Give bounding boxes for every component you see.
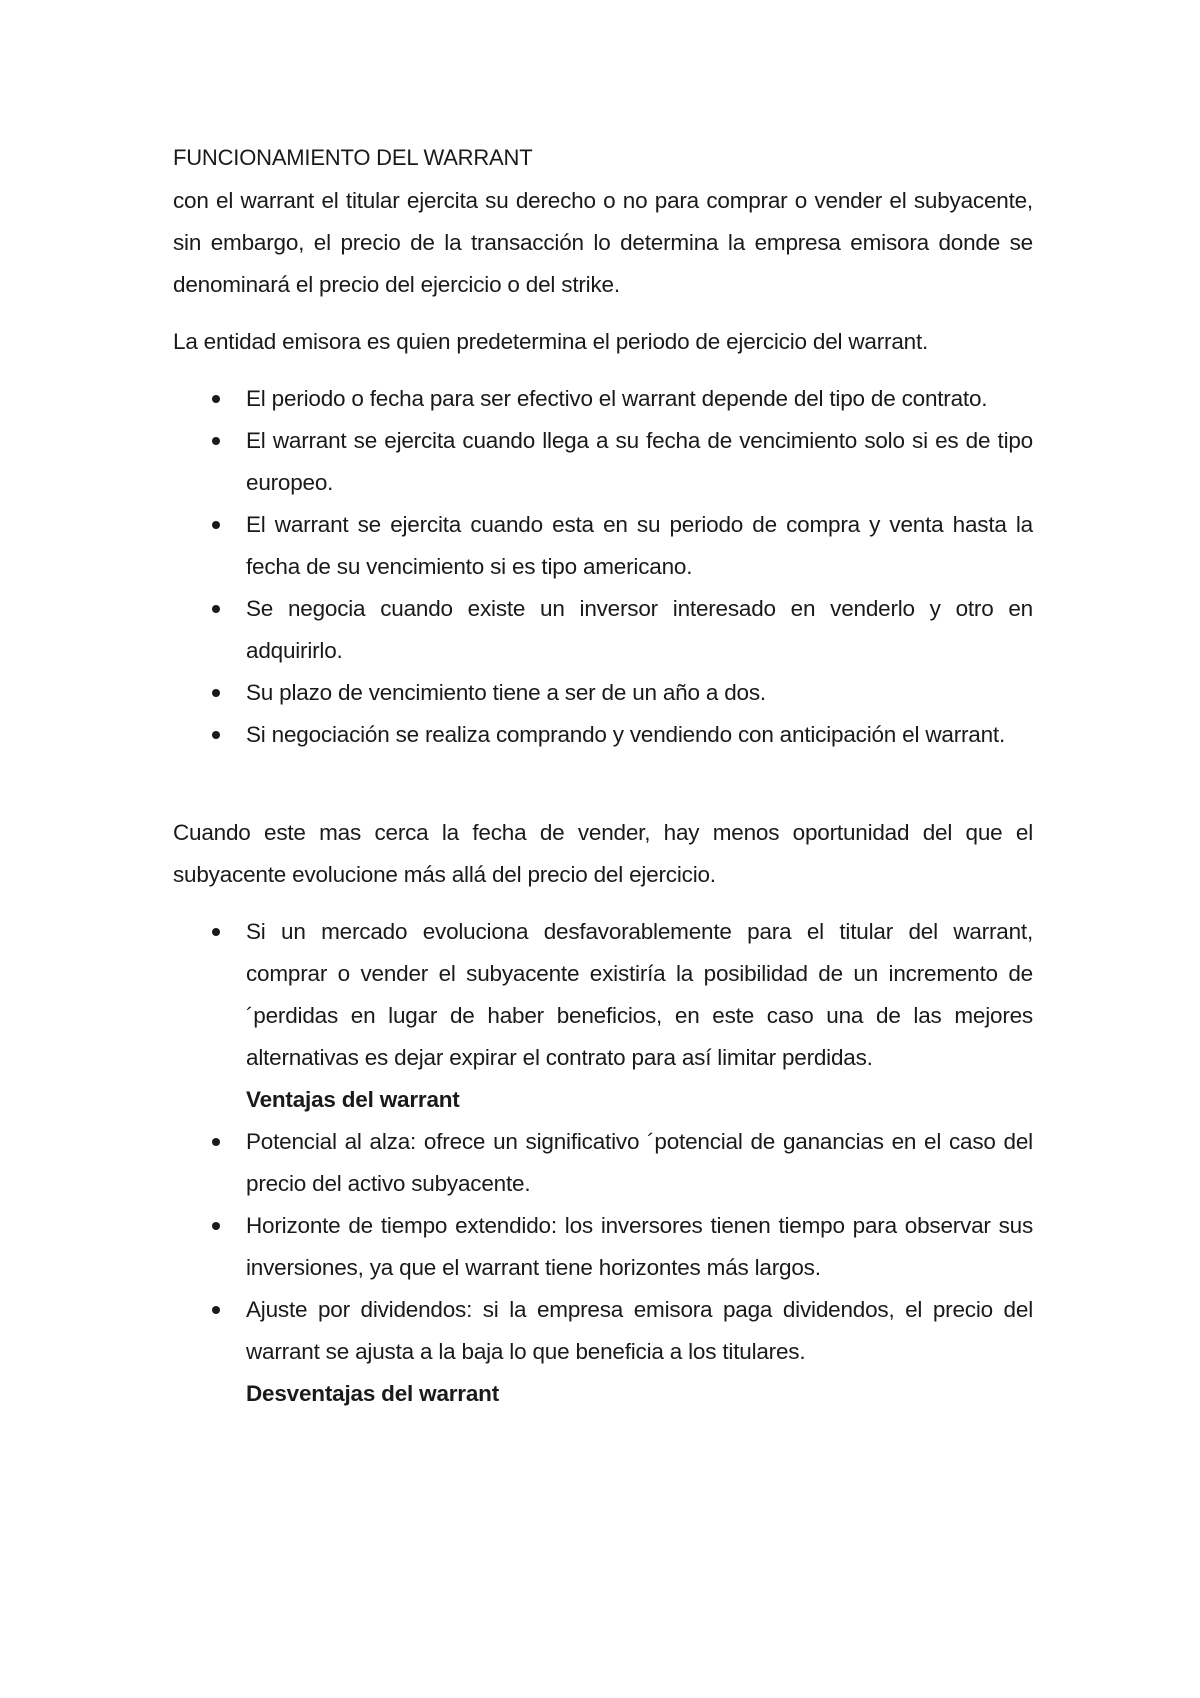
list-item bbox=[173, 1205, 1033, 1289]
document-body bbox=[173, 143, 1033, 1415]
bullet-icon bbox=[212, 605, 220, 613]
list-item bbox=[173, 420, 1033, 504]
bullet-list-ventajas-items bbox=[173, 1121, 1033, 1373]
bullet-icon bbox=[212, 689, 220, 697]
bullet-icon bbox=[212, 521, 220, 529]
list-item-text: Si negociación se realiza comprando y vendiendo con anticipación el warrant. bbox=[246, 722, 1006, 747]
list-item-text: El warrant se ejercita cuando esta en su periodo de compra y venta hasta la fecha de su vencimiento si es tipo americano. bbox=[246, 512, 1033, 579]
bullet-icon bbox=[212, 1138, 220, 1146]
list-item-text: Potencial al alza: ofrece un significativo ´potencial de ganancias en el caso del precio del activo subyacente. bbox=[246, 1129, 1033, 1196]
intro-paragraph: con el warrant el titular ejercita su derecho o no para comprar o vender el subyacente, sin embargo, el precio de la transacción lo determina la empresa emisora donde se denominará el precio del ejercicio o del strike. bbox=[173, 188, 1033, 297]
desventajas-heading: Desventajas del warrant bbox=[246, 1381, 500, 1406]
bullet-icon bbox=[212, 1222, 220, 1230]
bullet-list-ventajas bbox=[173, 911, 1033, 1079]
ventajas-heading: Ventajas del warrant bbox=[246, 1087, 460, 1112]
list-item bbox=[173, 672, 1033, 714]
list-item bbox=[173, 1289, 1033, 1373]
list-item-text: Su plazo de vencimiento tiene a ser de un año a dos. bbox=[246, 680, 766, 705]
list-item-text: Se negocia cuando existe un inversor interesado en venderlo y otro en adquirirlo. bbox=[246, 596, 1033, 663]
list-item bbox=[173, 911, 1033, 1079]
list-item-text: Si un mercado evoluciona desfavorablemente para el titular del warrant, comprar o vender el subyacente existiría la posibilidad de un incremento de ´perdidas en lugar de haber beneficios, en este caso una de las mejores alternativas es dejar expirar el contrato para así limitar perdidas. bbox=[246, 919, 1033, 1070]
list-item bbox=[173, 378, 1033, 420]
list-item bbox=[173, 588, 1033, 672]
blank-line bbox=[173, 756, 1033, 812]
bullet-icon bbox=[212, 395, 220, 403]
bullet-icon bbox=[212, 437, 220, 445]
bullet-list-funcionamiento bbox=[173, 378, 1033, 756]
bullet-icon bbox=[212, 731, 220, 739]
third-paragraph: Cuando este mas cerca la fecha de vender, hay menos oportunidad del que el subyacente evolucione más allá del precio del ejercicio. bbox=[173, 820, 1033, 887]
second-paragraph: La entidad emisora es quien predetermina el periodo de ejercicio del warrant. bbox=[173, 329, 929, 354]
list-item bbox=[173, 714, 1033, 756]
list-item-text: Ajuste por dividendos: si la empresa emisora paga dividendos, el precio del warrant se ajusta a la baja lo que beneficia a los titulares. bbox=[246, 1297, 1033, 1364]
list-item-text: Horizonte de tiempo extendido: los inversores tienen tiempo para observar sus inversiones, ya que el warrant tiene horizontes más largos. bbox=[246, 1213, 1033, 1280]
document-title: FUNCIONAMIENTO DEL WARRANT bbox=[173, 145, 533, 170]
bullet-icon bbox=[212, 1306, 220, 1314]
list-item bbox=[173, 1121, 1033, 1205]
bullet-icon bbox=[212, 928, 220, 936]
list-item bbox=[173, 504, 1033, 588]
list-item-text: El periodo o fecha para ser efectivo el warrant depende del tipo de contrato. bbox=[246, 386, 988, 411]
list-item-text: El warrant se ejercita cuando llega a su fecha de vencimiento solo si es de tipo europeo. bbox=[246, 428, 1033, 495]
